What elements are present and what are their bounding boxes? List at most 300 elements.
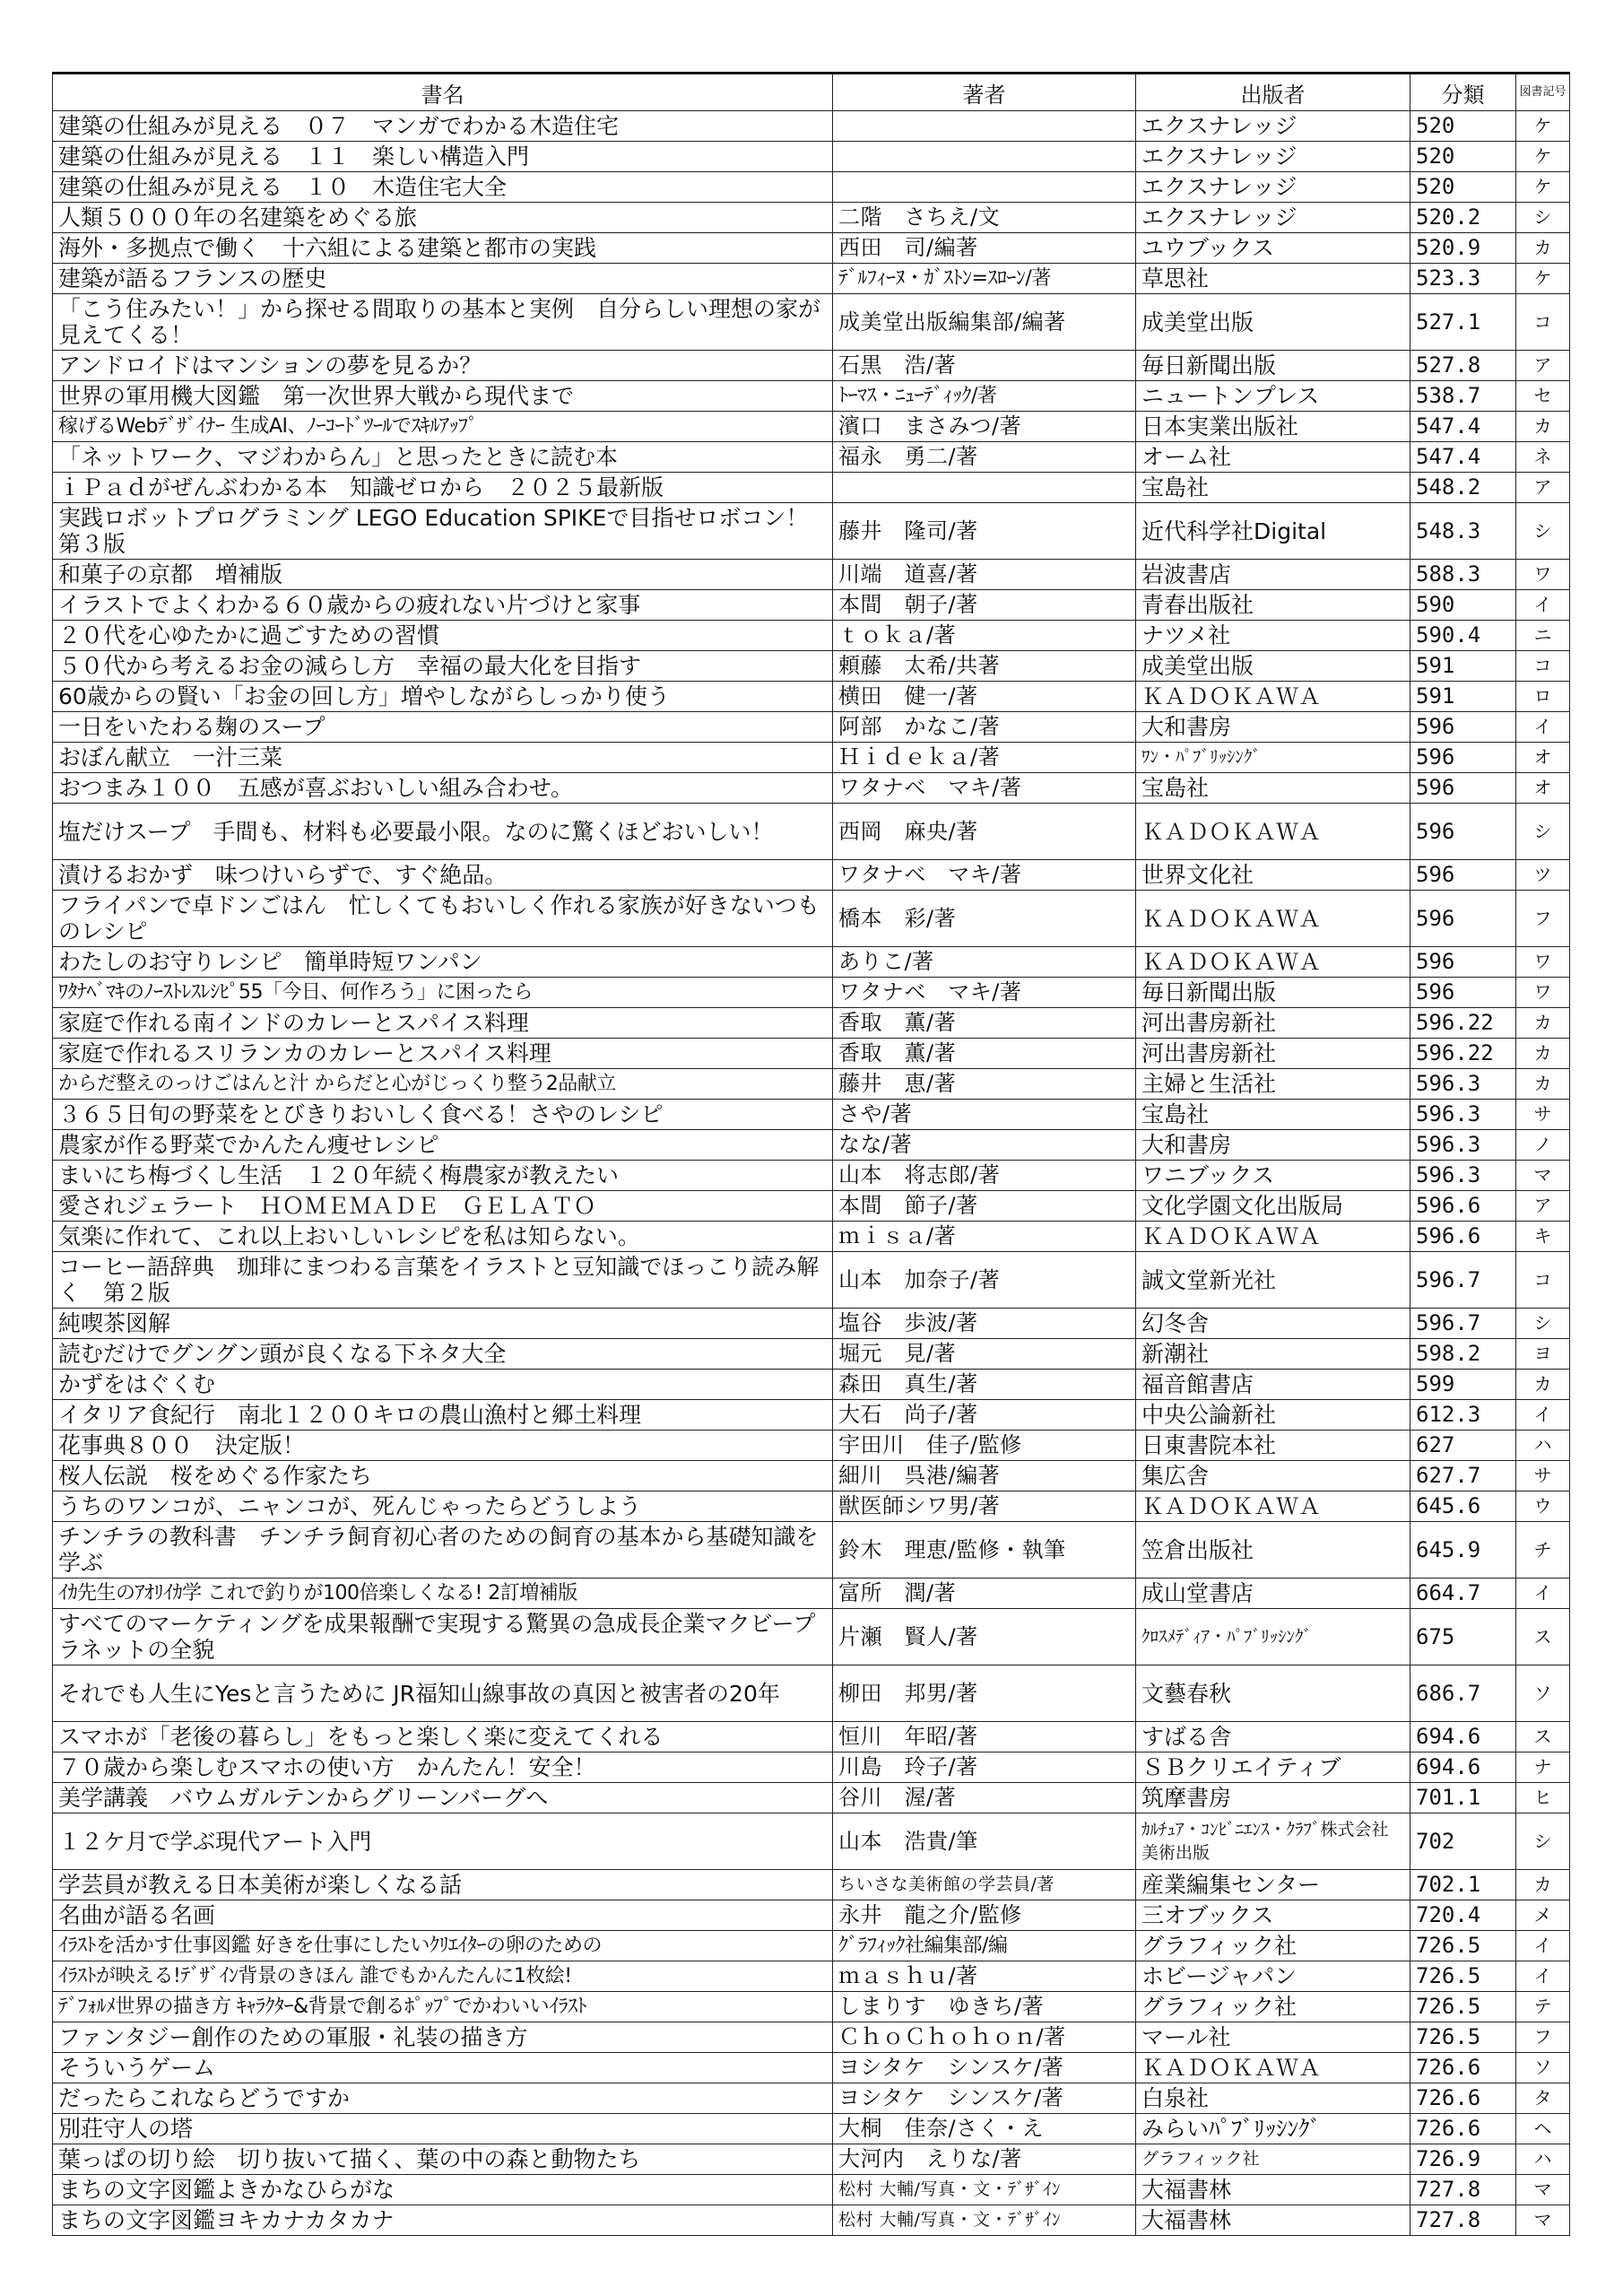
- cell-classification: 596: [1410, 947, 1516, 978]
- cell-classification: 547.4: [1410, 412, 1516, 442]
- cell-author: 片瀬 賢人/著: [833, 1609, 1136, 1665]
- cell-classification: 727.8: [1410, 2175, 1516, 2205]
- cell-publisher: 河出書房新社: [1136, 1039, 1410, 1069]
- table-row: [53, 1222, 1570, 1252]
- cell-author: ワタナベ マキ/著: [833, 773, 1136, 804]
- cell-author: 宇田川 佳子/監修: [833, 1431, 1136, 1461]
- cell-symbol: シ: [1516, 1813, 1570, 1870]
- cell-author: 成美堂出版編集部/編著: [833, 294, 1136, 351]
- cell-publisher: ＫＡＤＯＫＡＷＡ: [1136, 2053, 1410, 2083]
- cell-author: 濱口 まさみつ/著: [833, 412, 1136, 442]
- table-row: [53, 1813, 1570, 1870]
- cell-symbol: カ: [1516, 1870, 1570, 1900]
- cell-classification: 645.6: [1410, 1492, 1516, 1522]
- cell-author: ｔｏｋａ/著: [833, 621, 1136, 651]
- table-row: [53, 1461, 1570, 1492]
- cell-classification: 720.4: [1410, 1900, 1516, 1931]
- cell-symbol: ノ: [1516, 1130, 1570, 1161]
- cell-title: 「ネットワーク、マジわからん」と思ったときに読む本: [53, 442, 833, 473]
- cell-author: 香取 薫/著: [833, 1039, 1136, 1069]
- cell-title: ﾜﾀﾅﾍﾞﾏｷのﾉｰｽﾄﾚｽﾚｼﾋﾟ55「今日、何作ろう」に困ったら: [53, 978, 833, 1008]
- table-row: [53, 473, 1570, 503]
- cell-title: 別荘守人の塔: [53, 2114, 833, 2144]
- cell-publisher: 大福書林: [1136, 2175, 1410, 2205]
- cell-author: [833, 142, 1136, 172]
- cell-publisher: グラフィック社: [1136, 2144, 1410, 2175]
- cell-classification: 596.3: [1410, 1161, 1516, 1191]
- cell-symbol: セ: [1516, 381, 1570, 412]
- table-row: [53, 773, 1570, 804]
- cell-author: 香取 薫/著: [833, 1008, 1136, 1039]
- cell-classification: 599: [1410, 1370, 1516, 1400]
- header-title: 書名: [53, 74, 833, 111]
- cell-symbol: ワ: [1516, 978, 1570, 1008]
- cell-title: ｉＰａｄがぜんぶわかる本 知識ゼロから ２０２５最新版: [53, 473, 833, 503]
- cell-title: アンドロイドはマンションの夢を見るか？: [53, 351, 833, 381]
- cell-symbol: コ: [1516, 1252, 1570, 1309]
- cell-author: 川端 道喜/著: [833, 560, 1136, 590]
- cell-title: わたしのお守りレシピ 簡単時短ワンパン: [53, 947, 833, 978]
- cell-classification: 627: [1410, 1431, 1516, 1461]
- cell-publisher: ＫＡＤＯＫＡＷＡ: [1136, 947, 1410, 978]
- cell-classification: 726.5: [1410, 2022, 1516, 2053]
- cell-classification: 523.3: [1410, 264, 1516, 294]
- cell-classification: 664.7: [1410, 1578, 1516, 1609]
- table-row: [53, 503, 1570, 560]
- table-row: [53, 1161, 1570, 1191]
- cell-classification: 590: [1410, 590, 1516, 621]
- cell-publisher: 白泉社: [1136, 2083, 1410, 2114]
- header-publisher: 出版者: [1136, 74, 1410, 111]
- cell-publisher: ＫＡＤＯＫＡＷＡ: [1136, 1222, 1410, 1252]
- cell-title: おぼん献立 一汁三菜: [53, 743, 833, 773]
- table-row: [53, 294, 1570, 351]
- cell-title: 気楽に作れて、これ以上おいしいレシピを私は知らない。: [53, 1222, 833, 1252]
- cell-title: おつまみ１００ 五感が喜ぶおいしい組み合わせ。: [53, 773, 833, 804]
- cell-classification: 596: [1410, 712, 1516, 743]
- cell-author: 山本 将志郎/著: [833, 1161, 1136, 1191]
- cell-publisher: 宝島社: [1136, 1100, 1410, 1130]
- cell-symbol: マ: [1516, 2175, 1570, 2205]
- cell-author: 本間 節子/著: [833, 1191, 1136, 1222]
- cell-author: 永井 龍之介/監修: [833, 1900, 1136, 1931]
- table-row: [53, 1400, 1570, 1431]
- cell-symbol: ア: [1516, 351, 1570, 381]
- cell-author: 山本 浩貴/筆: [833, 1813, 1136, 1870]
- cell-publisher: 中央公論新社: [1136, 1400, 1410, 1431]
- cell-symbol: オ: [1516, 773, 1570, 804]
- cell-symbol: シ: [1516, 1309, 1570, 1339]
- table-row: [53, 1578, 1570, 1609]
- cell-publisher: みらいﾊﾟﾌﾞﾘｯｼﾝｸﾞ: [1136, 2114, 1410, 2144]
- cell-classification: 726.6: [1410, 2114, 1516, 2144]
- table-row: [53, 1339, 1570, 1370]
- cell-title: 花事典８００ 決定版！: [53, 1431, 833, 1461]
- cell-symbol: テ: [1516, 1992, 1570, 2022]
- cell-publisher: 日本実業出版社: [1136, 412, 1410, 442]
- cell-classification: 727.8: [1410, 2205, 1516, 2236]
- table-row: [53, 172, 1570, 203]
- header-classification: 分類: [1410, 74, 1516, 111]
- cell-title: ファンタジー創作のための軍服・礼装の描き方: [53, 2022, 833, 2053]
- cell-title: ｲｶ先生のｱｵﾘｲｶ学 これで釣りが100倍楽しくなる! 2訂増補版: [53, 1578, 833, 1609]
- table-row: [53, 1961, 1570, 1992]
- cell-symbol: マ: [1516, 1161, 1570, 1191]
- table-row: [53, 142, 1570, 172]
- table-row: [53, 1492, 1570, 1522]
- cell-publisher: 成美堂出版: [1136, 651, 1410, 682]
- table-row: [53, 111, 1570, 142]
- cell-author: 富所 潤/著: [833, 1578, 1136, 1609]
- cell-classification: 596: [1410, 891, 1516, 947]
- cell-author: ｸﾞﾗﾌｨｯｸ社編集部/編: [833, 1931, 1136, 1961]
- table-row: [53, 560, 1570, 590]
- cell-classification: 596: [1410, 743, 1516, 773]
- table-row: [53, 1100, 1570, 1130]
- cell-author: 橋本 彩/著: [833, 891, 1136, 947]
- cell-classification: 596.22: [1410, 1008, 1516, 1039]
- cell-symbol: ス: [1516, 1722, 1570, 1752]
- cell-symbol: ソ: [1516, 2053, 1570, 2083]
- cell-classification: 547.4: [1410, 442, 1516, 473]
- cell-author: 阿部 かなこ/著: [833, 712, 1136, 743]
- cell-publisher: 文化学園文化出版局: [1136, 1191, 1410, 1222]
- cell-title: 家庭で作れるスリランカのカレーとスパイス料理: [53, 1039, 833, 1069]
- table-row: [53, 1039, 1570, 1069]
- cell-classification: 686.7: [1410, 1665, 1516, 1722]
- cell-symbol: カ: [1516, 1008, 1570, 1039]
- cell-title: 愛されジェラート ＨＯＭＥＭＡＤＥ ＧＥＬＡＴＯ: [53, 1191, 833, 1222]
- table-row: [53, 2022, 1570, 2053]
- cell-publisher: ＳＢクリエイティブ: [1136, 1752, 1410, 1783]
- cell-publisher: エクスナレッジ: [1136, 172, 1410, 203]
- cell-symbol: シ: [1516, 203, 1570, 233]
- table-row: [53, 590, 1570, 621]
- cell-publisher: 笠倉出版社: [1136, 1522, 1410, 1578]
- table-row: [53, 1309, 1570, 1339]
- cell-publisher: グラフィック社: [1136, 1992, 1410, 2022]
- cell-title: それでも人生にYesと言うために JR福知山線事故の真因と被害者の20年: [53, 1665, 833, 1722]
- cell-publisher: 宝島社: [1136, 473, 1410, 503]
- cell-symbol: ウ: [1516, 1492, 1570, 1522]
- table-row: [53, 712, 1570, 743]
- cell-classification: 596: [1410, 804, 1516, 860]
- cell-symbol: ス: [1516, 1609, 1570, 1665]
- cell-author: しまりす ゆきち/著: [833, 1992, 1136, 2022]
- cell-publisher: 産業編集センター: [1136, 1870, 1410, 1900]
- cell-symbol: イ: [1516, 590, 1570, 621]
- cell-title: 実践ロボットプログラミング LEGO Education SPIKEで目指せロボコン！ 第３版: [53, 503, 833, 560]
- cell-author: 山本 加奈子/著: [833, 1252, 1136, 1309]
- cell-title: フライパンで卓ドンごはん 忙しくてもおいしく作れる家族が好きないつものレシピ: [53, 891, 833, 947]
- cell-author: 塩谷 歩波/著: [833, 1309, 1136, 1339]
- table-row: [53, 1931, 1570, 1961]
- cell-symbol: オ: [1516, 743, 1570, 773]
- cell-author: ヨシタケ シンスケ/著: [833, 2053, 1136, 2083]
- table-row: [53, 1783, 1570, 1813]
- cell-classification: 726.6: [1410, 2053, 1516, 2083]
- cell-publisher: ホビージャパン: [1136, 1961, 1410, 1992]
- cell-author: 横田 健一/著: [833, 682, 1136, 712]
- cell-author: 細川 呉港/編著: [833, 1461, 1136, 1492]
- cell-title: ３６５日旬の野菜をとびきりおいしく食べる！さやのレシピ: [53, 1100, 833, 1130]
- cell-classification: 726.5: [1410, 1931, 1516, 1961]
- cell-author: 二階 さちえ/文: [833, 203, 1136, 233]
- cell-symbol: シ: [1516, 503, 1570, 560]
- cell-author: 藤井 恵/著: [833, 1069, 1136, 1100]
- cell-symbol: ツ: [1516, 860, 1570, 891]
- cell-publisher: エクスナレッジ: [1136, 142, 1410, 172]
- cell-classification: 612.3: [1410, 1400, 1516, 1431]
- cell-symbol: タ: [1516, 2083, 1570, 2114]
- table-row: [53, 891, 1570, 947]
- cell-symbol: ニ: [1516, 621, 1570, 651]
- cell-title: チンチラの教科書 チンチラ飼育初心者のための飼育の基本から基礎知識を学ぶ: [53, 1522, 833, 1578]
- cell-classification: 520.2: [1410, 203, 1516, 233]
- cell-author: ちいさな美術館の学芸員/著: [833, 1870, 1136, 1900]
- cell-publisher: すばる舎: [1136, 1722, 1410, 1752]
- table-row: [53, 860, 1570, 891]
- table-row: [53, 2083, 1570, 2114]
- cell-classification: 675: [1410, 1609, 1516, 1665]
- cell-title: 建築の仕組みが見える ０７ マンガでわかる木造住宅: [53, 111, 833, 142]
- cell-author: 松村 大輔/写真・文・ﾃﾞｻﾞｲﾝ: [833, 2175, 1136, 2205]
- cell-classification: 702.1: [1410, 1870, 1516, 1900]
- cell-publisher: 河出書房新社: [1136, 1008, 1410, 1039]
- cell-title: ｲﾗｽﾄが映える!ﾃﾞｻﾞｲﾝ背景のきほん 誰でもかんたんに1枚絵!: [53, 1961, 833, 1992]
- cell-title: ２０代を心ゆたかに過ごすための習慣: [53, 621, 833, 651]
- cell-symbol: シ: [1516, 804, 1570, 860]
- table-row: [53, 2114, 1570, 2144]
- cell-classification: 596: [1410, 860, 1516, 891]
- cell-publisher: 集広舎: [1136, 1461, 1410, 1492]
- table-row: [53, 1722, 1570, 1752]
- cell-publisher: ﾜﾝ・ﾊﾟﾌﾞﾘｯｼﾝｸﾞ: [1136, 743, 1410, 773]
- cell-title: 稼げるWebﾃﾞｻﾞｲﾅｰ 生成AI、ﾉｰｺｰﾄﾞﾂｰﾙでｽｷﾙｱｯﾌﾟ: [53, 412, 833, 442]
- table-row: [53, 1870, 1570, 1900]
- table-row: [53, 1522, 1570, 1578]
- table-row: [53, 2053, 1570, 2083]
- cell-classification: 701.1: [1410, 1783, 1516, 1813]
- cell-classification: 591: [1410, 651, 1516, 682]
- cell-title: ５０代から考えるお金の減らし方 幸福の最大化を目指す: [53, 651, 833, 682]
- cell-author: 大石 尚子/著: [833, 1400, 1136, 1431]
- cell-author: さや/著: [833, 1100, 1136, 1130]
- cell-author: 森田 真生/著: [833, 1370, 1136, 1400]
- cell-author: ﾃﾞﾙﾌｨｰﾇ・ｶﾞｽﾄﾝ=ｽﾛｰﾝ/著: [833, 264, 1136, 294]
- cell-title: うちのワンコが、ニャンコが、死んじゃったらどうしよう: [53, 1492, 833, 1522]
- cell-classification: 520: [1410, 172, 1516, 203]
- cell-symbol: ワ: [1516, 947, 1570, 978]
- table-row: [53, 743, 1570, 773]
- cell-publisher: ＫＡＤＯＫＡＷＡ: [1136, 891, 1410, 947]
- cell-classification: 596.3: [1410, 1130, 1516, 1161]
- cell-symbol: ネ: [1516, 442, 1570, 473]
- cell-author: [833, 172, 1136, 203]
- table-row: [53, 264, 1570, 294]
- cell-publisher: 青春出版社: [1136, 590, 1410, 621]
- cell-publisher: 草思社: [1136, 264, 1410, 294]
- cell-author: 柳田 邦男/著: [833, 1665, 1136, 1722]
- cell-classification: 726.9: [1410, 2144, 1516, 2175]
- table-row: [53, 233, 1570, 264]
- cell-classification: 520.9: [1410, 233, 1516, 264]
- table-row: [53, 1191, 1570, 1222]
- cell-publisher: 成美堂出版: [1136, 294, 1410, 351]
- cell-publisher: 幻冬舎: [1136, 1309, 1410, 1339]
- cell-publisher: 大和書房: [1136, 1130, 1410, 1161]
- cell-author: ｍｉｓａ/著: [833, 1222, 1136, 1252]
- cell-title: まいにち梅づくし生活 １２０年続く梅農家が教えたい: [53, 1161, 833, 1191]
- cell-symbol: ケ: [1516, 264, 1570, 294]
- cell-title: 60歳からの賢い「お金の回し方」増やしながらしっかり使う: [53, 682, 833, 712]
- cell-symbol: カ: [1516, 1039, 1570, 1069]
- cell-author: ワタナベ マキ/著: [833, 978, 1136, 1008]
- table-row: [53, 442, 1570, 473]
- cell-title: 建築の仕組みが見える １０ 木造住宅大全: [53, 172, 833, 203]
- table-row: [53, 804, 1570, 860]
- cell-symbol: イ: [1516, 1400, 1570, 1431]
- cell-publisher: ワニブックス: [1136, 1161, 1410, 1191]
- cell-author: [833, 111, 1136, 142]
- cell-symbol: イ: [1516, 712, 1570, 743]
- cell-author: ワタナベ マキ/著: [833, 860, 1136, 891]
- cell-symbol: イ: [1516, 1578, 1570, 1609]
- cell-title: まちの文字図鑑ヨキカナカタカナ: [53, 2205, 833, 2236]
- cell-symbol: コ: [1516, 651, 1570, 682]
- cell-classification: 627.7: [1410, 1461, 1516, 1492]
- cell-publisher: 大福書林: [1136, 2205, 1410, 2236]
- cell-publisher: 新潮社: [1136, 1339, 1410, 1370]
- cell-symbol: マ: [1516, 2205, 1570, 2236]
- table-body: [53, 111, 1570, 2236]
- cell-publisher: ｸﾛｽﾒﾃﾞｨｱ・ﾊﾟﾌﾞﾘｯｼﾝｸﾞ: [1136, 1609, 1410, 1665]
- cell-classification: 726.6: [1410, 2083, 1516, 2114]
- cell-symbol: イ: [1516, 1961, 1570, 1992]
- cell-symbol: サ: [1516, 1461, 1570, 1492]
- cell-symbol: ハ: [1516, 2144, 1570, 2175]
- cell-title: コーヒー語辞典 珈琲にまつわる言葉をイラストと豆知識でほっこり読み解く 第２版: [53, 1252, 833, 1309]
- cell-symbol: ロ: [1516, 682, 1570, 712]
- table-row: [53, 1069, 1570, 1100]
- cell-classification: 702: [1410, 1813, 1516, 1870]
- table-row: [53, 1008, 1570, 1039]
- table-row: [53, 351, 1570, 381]
- cell-symbol: カ: [1516, 1069, 1570, 1100]
- table-row: [53, 1130, 1570, 1161]
- cell-classification: 527.1: [1410, 294, 1516, 351]
- cell-title: まちの文字図鑑よきかなひらがな: [53, 2175, 833, 2205]
- cell-author: ｍａｓｈｕ/著: [833, 1961, 1136, 1992]
- cell-author: 谷川 渥/著: [833, 1783, 1136, 1813]
- cell-title: ｲﾗｽﾄを活かす仕事図鑑 好きを仕事にしたいｸﾘｴｲﾀｰの卵のための: [53, 1931, 833, 1961]
- cell-classification: 527.8: [1410, 351, 1516, 381]
- table-row: [53, 978, 1570, 1008]
- cell-classification: 645.9: [1410, 1522, 1516, 1578]
- table-row: [53, 682, 1570, 712]
- cell-classification: 596.7: [1410, 1252, 1516, 1309]
- cell-title: 学芸員が教える日本美術が楽しくなる話: [53, 1870, 833, 1900]
- cell-author: ﾄｰﾏｽ・ﾆｭｰﾃﾞｨｯｸ/著: [833, 381, 1136, 412]
- cell-classification: 596.6: [1410, 1222, 1516, 1252]
- cell-title: スマホが「老後の暮らし」をもっと楽しく楽に変えてくれる: [53, 1722, 833, 1752]
- cell-title: 建築の仕組みが見える １１ 楽しい構造入門: [53, 142, 833, 172]
- cell-symbol: サ: [1516, 1100, 1570, 1130]
- cell-symbol: イ: [1516, 1931, 1570, 1961]
- cell-publisher: ＫＡＤＯＫＡＷＡ: [1136, 682, 1410, 712]
- cell-title: 漬けるおかず 味つけいらずで、すぐ絶品。: [53, 860, 833, 891]
- cell-classification: 726.5: [1410, 1992, 1516, 2022]
- cell-title: 海外・多拠点で働く 十六組による建築と都市の実践: [53, 233, 833, 264]
- cell-classification: 598.2: [1410, 1339, 1516, 1370]
- table-row: [53, 947, 1570, 978]
- cell-author: 本間 朝子/著: [833, 590, 1136, 621]
- table-row: [53, 1752, 1570, 1783]
- cell-symbol: ワ: [1516, 560, 1570, 590]
- cell-publisher: ｶﾙﾁｭｱ・ｺﾝﾋﾞﾆｴﾝｽ・ｸﾗﾌﾞ株式会社美術出版: [1136, 1813, 1410, 1870]
- cell-classification: 694.6: [1410, 1722, 1516, 1752]
- cell-classification: 596.6: [1410, 1191, 1516, 1222]
- cell-title: ７０歳から楽しむスマホの使い方 かんたん！安全！: [53, 1752, 833, 1783]
- cell-publisher: ナツメ社: [1136, 621, 1410, 651]
- cell-publisher: 筑摩書房: [1136, 1783, 1410, 1813]
- header-row: [53, 74, 1570, 111]
- cell-title: かずをはぐくむ: [53, 1370, 833, 1400]
- cell-classification: 590.4: [1410, 621, 1516, 651]
- cell-publisher: エクスナレッジ: [1136, 203, 1410, 233]
- cell-classification: 596: [1410, 978, 1516, 1008]
- cell-title: 塩だけスープ 手間も、材料も必要最小限。なのに驚くほどおいしい！: [53, 804, 833, 860]
- table-row: [53, 1431, 1570, 1461]
- cell-author: ＣｈｏＣｈｏｈｏｎ/著: [833, 2022, 1136, 2053]
- book-list-sheet: [52, 72, 1569, 2236]
- cell-classification: 596.3: [1410, 1100, 1516, 1130]
- cell-title: 「こう住みたい！」から探せる間取りの基本と実例 自分らしい理想の家が見えてくる！: [53, 294, 833, 351]
- cell-classification: 548.3: [1410, 503, 1516, 560]
- cell-author: なな/著: [833, 1130, 1136, 1161]
- cell-publisher: マール社: [1136, 2022, 1410, 2053]
- cell-author: 堀元 見/著: [833, 1339, 1136, 1370]
- cell-title: そういうゲーム: [53, 2053, 833, 2083]
- cell-classification: 596.3: [1410, 1069, 1516, 1100]
- cell-classification: 548.2: [1410, 473, 1516, 503]
- cell-author: 西岡 麻央/著: [833, 804, 1136, 860]
- cell-symbol: ヘ: [1516, 2114, 1570, 2144]
- table-row: [53, 2144, 1570, 2175]
- cell-classification: 694.6: [1410, 1752, 1516, 1783]
- cell-symbol: ケ: [1516, 172, 1570, 203]
- cell-title: イタリア食紀行 南北１２００キロの農山漁村と郷土料理: [53, 1400, 833, 1431]
- cell-title: 名曲が語る名画: [53, 1900, 833, 1931]
- cell-title: 人類５０００年の名建築をめぐる旅: [53, 203, 833, 233]
- cell-title: 建築が語るフランスの歴史: [53, 264, 833, 294]
- cell-symbol: ソ: [1516, 1665, 1570, 1722]
- cell-publisher: 福音館書店: [1136, 1370, 1410, 1400]
- cell-classification: 596.22: [1410, 1039, 1516, 1069]
- table-row: [53, 412, 1570, 442]
- cell-title: 農家が作る野菜でかんたん痩せレシピ: [53, 1130, 833, 1161]
- cell-symbol: ア: [1516, 473, 1570, 503]
- cell-symbol: ヒ: [1516, 1783, 1570, 1813]
- cell-classification: 591: [1410, 682, 1516, 712]
- cell-publisher: 宝島社: [1136, 773, 1410, 804]
- table-row: [53, 1900, 1570, 1931]
- cell-title: 和菓子の京都 増補版: [53, 560, 833, 590]
- header-symbol: 図書記号: [1516, 74, 1570, 111]
- cell-author: Ｈｉｄｅｋａ/著: [833, 743, 1136, 773]
- table-row: [53, 381, 1570, 412]
- cell-title: 桜人伝説 桜をめぐる作家たち: [53, 1461, 833, 1492]
